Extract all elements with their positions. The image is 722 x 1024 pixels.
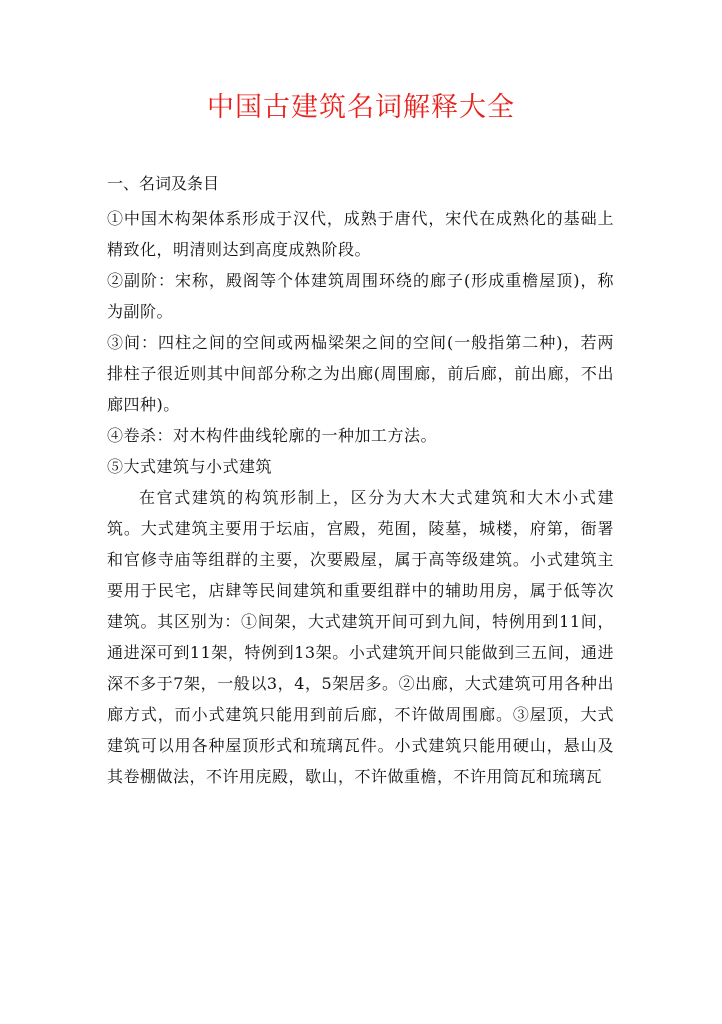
item-3: ③间：四柱之间的空间或两榀梁架之间的空间(一般指第二种)，若两排柱子很近则其中间部分称之为出廊(周围廊，前后廊，前出廊，不出廊四种)。 [107,333,614,414]
document-body [107,168,614,792]
item-1: ①中国木构架体系形成于汉代，成熟于唐代，宋代在成熟化的基础上精致化，明清则达到高度成熟阶段。 [107,209,614,259]
section-heading: 一、名词及条目 [107,174,220,193]
body-paragraph: 在官式建筑的构筑形制上，区分为大木大式建筑和大木小式建筑。大式建筑主要用于坛庙，宫殿，苑囿，陵墓，城楼，府第，衙署和官修寺庙等组群的主要，次要殿屋，属于高等级建筑。小式建筑主要用于民宅，店肆等民间建筑和重要组群中的辅助用房，属于低等次建筑。其区别为：①间架，大式建筑开间可到九间，特例用到11间，通进深可到11架，特例到13架。小式建筑开间只能做到三五间，通进深不多于7架，一般以3，4，5架居多。②出廊，大式建筑可用各种出廊方式，而小式建筑只能用到前后廊，不许做周围廊。③屋顶，大式建筑可以用各种屋顶形式和琉璃瓦件。小式建筑只能用硬山，悬山及其卷棚做法，不许用庑殿，歇山，不许做重檐，不许用筒瓦和琉璃瓦 [107,488,614,786]
item-2: ②副阶：宋称，殿阁等个体建筑周围环绕的廊子(形成重檐屋顶)，称为副阶。 [107,271,614,321]
item-5: ⑤大式建筑与小式建筑 [107,457,273,476]
document-title: 中国古建筑名词解释大全 [207,92,515,123]
item-4: ④卷杀：对木构件曲线轮廓的一种加工方法。 [107,426,438,445]
